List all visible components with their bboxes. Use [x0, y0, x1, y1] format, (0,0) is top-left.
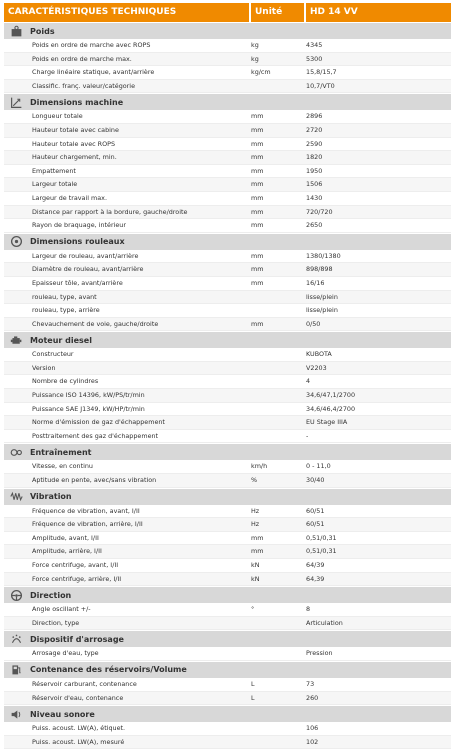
row-label: rouleau, type, avant	[32, 292, 97, 301]
section-title: Contenance des réservoirs/Volume	[30, 665, 187, 675]
section-header	[4, 705, 451, 722]
row-unit: kN	[251, 574, 260, 583]
row-value: 4345	[306, 41, 323, 49]
row-unit: mm	[251, 265, 264, 274]
table-row	[4, 362, 451, 376]
section-header	[4, 22, 451, 39]
row-label: Poids en ordre de marche max.	[32, 54, 132, 63]
table-row	[4, 736, 451, 750]
row-label: Puiss. acoust. LW(A), étiquet.	[32, 724, 126, 733]
row-unit: mm	[251, 547, 264, 556]
table-row	[4, 416, 451, 430]
row-unit: mm	[251, 125, 264, 134]
table-row	[4, 206, 451, 220]
table-row	[4, 692, 451, 706]
table-row	[4, 678, 451, 692]
steering-wheel-icon	[4, 587, 28, 604]
table-row	[4, 165, 451, 179]
row-unit	[249, 389, 304, 402]
table-row	[4, 250, 451, 264]
row-value: EU Stage IIIA	[306, 418, 348, 427]
table-row	[4, 647, 451, 661]
table-row	[4, 66, 451, 80]
table-row	[4, 192, 451, 206]
row-value: 15,8/15,7	[306, 68, 337, 77]
row-unit: mm	[251, 221, 264, 230]
table-row	[4, 474, 451, 488]
row-value: 60/51	[306, 520, 325, 529]
row-value: lisse/plein	[306, 292, 338, 301]
row-unit: mm	[251, 193, 264, 202]
row-value: 60/51	[306, 506, 325, 515]
row-label: Version	[32, 363, 56, 372]
row-value: Articulation	[306, 618, 343, 627]
row-value: 73	[306, 679, 315, 688]
row-label: Puissance SAE J1349, kW/HP/tr/min	[32, 404, 145, 413]
table-row	[4, 263, 451, 277]
row-label: Hauteur chargement, min.	[32, 153, 117, 162]
row-value: 0/50	[306, 319, 321, 328]
section-title: Poids	[30, 26, 55, 36]
row-unit	[249, 403, 304, 416]
drive-icon	[4, 444, 28, 461]
row-label: Diamètre de rouleau, avant/arrière	[32, 265, 144, 274]
section-header	[4, 661, 451, 678]
table-row	[4, 375, 451, 389]
row-label: Epaisseur tôle, avant/arrière	[32, 278, 123, 287]
header-unit: Unité	[251, 3, 304, 22]
table-row	[4, 178, 451, 192]
row-value: 30/40	[306, 476, 325, 485]
row-unit	[249, 375, 304, 388]
row-unit: mm	[251, 153, 264, 162]
section-header	[4, 488, 451, 505]
row-value: 2720	[306, 125, 323, 134]
section-header	[4, 443, 451, 460]
section-title: Moteur diesel	[30, 335, 92, 345]
row-label: Largeur totale	[32, 180, 78, 189]
row-unit: kN	[251, 561, 260, 569]
row-value: 106	[306, 724, 319, 733]
row-value: 34,6/47,1/2700	[306, 391, 356, 400]
row-label: Distance par rapport à la bordure, gauche/droite	[32, 207, 188, 216]
row-value: 260	[306, 693, 319, 702]
row-label: Puissance ISO 14396, kW/PS/tr/min	[32, 391, 145, 400]
section-header	[4, 93, 451, 110]
row-value: 1430	[306, 193, 323, 202]
row-value: 64,39	[306, 574, 325, 583]
row-unit: L	[251, 679, 255, 688]
row-unit	[249, 304, 304, 317]
sound-icon	[4, 706, 28, 723]
row-value: -	[306, 431, 309, 440]
row-unit: %	[251, 476, 258, 485]
section-title: Niveau sonore	[30, 709, 95, 719]
row-value: 4	[306, 377, 311, 386]
dimensions-icon	[4, 94, 28, 111]
section-title: Dimensions machine	[30, 97, 124, 107]
row-unit	[249, 416, 304, 429]
row-value: 8	[306, 605, 311, 614]
table-row	[4, 348, 451, 362]
row-unit: °	[251, 605, 255, 614]
table-row	[4, 505, 451, 519]
row-label: Fréquence de vibration, arrière, I/II	[32, 520, 143, 529]
table-row	[4, 80, 451, 94]
row-label: Chevauchement de voie, gauche/droite	[32, 319, 159, 328]
row-unit: mm	[251, 112, 264, 121]
row-label: Classific. franç. valeur/catégorie	[32, 81, 136, 90]
section-header	[4, 331, 451, 348]
section-header	[4, 233, 451, 250]
row-label: Aptitude en pente, avec/sans vibration	[32, 476, 157, 485]
row-label: Vitesse, en continu	[32, 462, 93, 471]
row-label: Force centrifuge, avant, I/II	[32, 561, 119, 569]
fuel-pump-icon	[4, 661, 28, 678]
row-value: 16/16	[306, 278, 325, 287]
header-model: HD 14 VV	[306, 3, 451, 22]
row-value: 720/720	[306, 207, 333, 216]
table-row	[4, 559, 451, 573]
row-unit	[249, 291, 304, 304]
row-label: Direction, type	[32, 618, 80, 627]
row-value: KUBOTA	[306, 350, 332, 359]
row-label: Empattement	[32, 166, 76, 175]
row-label: Hauteur totale avec cabine	[32, 125, 119, 134]
table-row	[4, 124, 451, 138]
row-value: 0,51/0,31	[306, 533, 337, 542]
weight-icon	[4, 23, 28, 40]
row-label: Nombre de cylindres	[32, 377, 99, 386]
vibration-icon	[4, 488, 28, 505]
row-unit	[249, 647, 304, 660]
row-value: 1820	[306, 153, 323, 162]
table-row	[4, 277, 451, 291]
row-unit: Hz	[251, 520, 260, 529]
row-value: 2650	[306, 221, 323, 230]
table-row	[4, 617, 451, 631]
row-value: 1950	[306, 166, 323, 175]
sprinkler-icon	[4, 631, 28, 648]
row-value: 0 - 11,0	[306, 462, 331, 471]
row-value: 898/898	[306, 265, 333, 274]
row-unit: mm	[251, 251, 264, 260]
row-label: rouleau, type, arrière	[32, 306, 100, 315]
section-title: Dimensions rouleaux	[30, 237, 125, 247]
row-label: Constructeur	[32, 350, 74, 359]
row-label: Hauteur totale avec ROPS	[32, 139, 116, 148]
row-unit	[249, 617, 304, 630]
section-title: Dispositif d'arrosage	[30, 634, 124, 644]
row-unit: kg	[251, 41, 259, 49]
row-unit	[249, 736, 304, 749]
row-label: Réservoir d'eau, contenance	[32, 693, 124, 702]
row-label: Norme d'émission de gaz d'échappement	[32, 418, 165, 427]
row-value: 10,7/VT0	[306, 81, 335, 90]
row-label: Rayon de braquage, intérieur	[32, 221, 126, 230]
row-value: Pression	[306, 649, 333, 658]
section-title: Entraînement	[30, 447, 92, 457]
row-unit	[249, 430, 304, 443]
row-value: lisse/plein	[306, 306, 338, 315]
row-label: Réservoir carburant, contenance	[32, 679, 137, 688]
row-unit: mm	[251, 139, 264, 148]
table-row	[4, 389, 451, 403]
table-row	[4, 460, 451, 474]
row-unit	[249, 722, 304, 735]
table-row	[4, 291, 451, 305]
section-title: Direction	[30, 590, 72, 600]
row-unit: mm	[251, 180, 264, 189]
table-row	[4, 430, 451, 444]
row-value: 34,6/46,4/2700	[306, 404, 356, 413]
section-header	[4, 630, 451, 647]
row-label: Arrosage d'eau, type	[32, 649, 99, 658]
row-unit: mm	[251, 207, 264, 216]
row-label: Poids en ordre de marche avec ROPS	[32, 41, 151, 49]
row-label: Force centrifuge, arrière, I/II	[32, 574, 122, 583]
table-row	[4, 518, 451, 532]
row-label: Largeur de rouleau, avant/arrière	[32, 251, 139, 260]
table-row	[4, 403, 451, 417]
row-value: 5300	[306, 54, 323, 63]
table-row	[4, 151, 451, 165]
table-row	[4, 573, 451, 587]
section-header	[4, 586, 451, 603]
row-value: 102	[306, 737, 319, 746]
header-specs: CARACTÉRISTIQUES TECHNIQUES	[4, 3, 249, 22]
row-value: 2896	[306, 112, 323, 121]
row-unit: mm	[251, 533, 264, 542]
row-unit: kg/cm	[251, 68, 271, 77]
section-title: Vibration	[30, 492, 72, 502]
row-label: Largeur de travail max.	[32, 193, 107, 202]
table-row	[4, 532, 451, 546]
row-label: Longueur totale	[32, 112, 83, 121]
table-row	[4, 545, 451, 559]
table-row	[4, 318, 451, 332]
roller-icon	[4, 233, 28, 250]
spec-sheet	[4, 3, 451, 749]
table-row	[4, 39, 451, 53]
row-value: 0,51/0,31	[306, 547, 337, 556]
row-unit: L	[251, 693, 255, 702]
engine-icon	[4, 332, 28, 349]
row-value: 1380/1380	[306, 251, 341, 260]
table-row	[4, 304, 451, 318]
table-body	[4, 22, 451, 749]
row-label: Charge linéaire statique, avant/arrière	[32, 68, 155, 77]
row-value: 1506	[306, 180, 323, 189]
row-label: Amplitude, avant, I/II	[32, 533, 99, 542]
row-unit: Hz	[251, 506, 260, 515]
table-row	[4, 219, 451, 233]
table-row	[4, 603, 451, 617]
table-row	[4, 138, 451, 152]
row-label: Angle oscillant +/-	[32, 605, 91, 614]
row-unit	[249, 348, 304, 361]
table-header	[4, 3, 451, 22]
row-value: 64/39	[306, 561, 325, 569]
row-label: Posttraitement des gaz d'échappement	[32, 431, 159, 440]
row-unit	[249, 362, 304, 375]
row-label: Fréquence de vibration, avant, I/II	[32, 506, 140, 515]
table-row	[4, 110, 451, 124]
row-label: Amplitude, arrière, I/II	[32, 547, 102, 556]
row-unit: kg	[251, 54, 259, 63]
table-row	[4, 53, 451, 67]
table-row	[4, 722, 451, 736]
row-label: Puiss. acoust. LW(A), mesuré	[32, 737, 125, 746]
row-unit	[249, 80, 304, 93]
row-value: V2203	[306, 363, 327, 372]
row-unit: mm	[251, 166, 264, 175]
row-unit: mm	[251, 319, 264, 328]
row-value: 2590	[306, 139, 323, 148]
row-unit: km/h	[251, 462, 268, 471]
row-unit: mm	[251, 278, 264, 287]
